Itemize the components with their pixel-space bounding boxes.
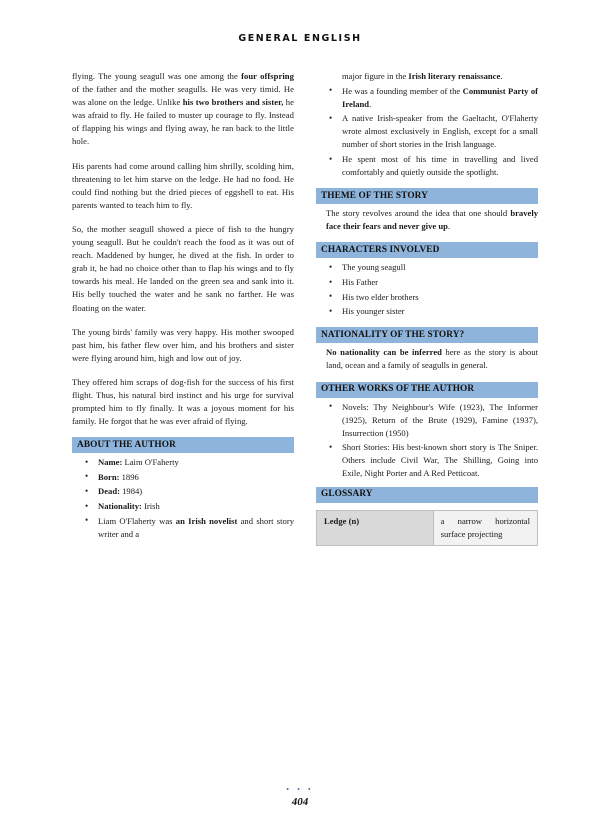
list-item <box>342 441 538 480</box>
list-item <box>98 456 294 469</box>
plain-text: of the father and the mother seagulls. He was very timid. He was alone on the ledge. Unlike <box>72 84 294 108</box>
nationality-text <box>316 346 538 372</box>
list-item <box>98 500 294 513</box>
section-header-nationality-of-the-story: NATIONALITY OF THE STORY? <box>316 327 538 343</box>
theme-text <box>316 207 538 233</box>
plain-text: and short story writer and a <box>98 515 294 539</box>
paragraph-1 <box>72 70 294 149</box>
plain-text: The story revolves around the idea that one should <box>326 208 511 219</box>
list-item: • His Father <box>342 276 538 289</box>
glossary-table-body <box>317 510 538 545</box>
plain-text: . <box>500 71 503 81</box>
list-item <box>98 515 294 541</box>
other-works-list <box>316 401 538 481</box>
emphasis-text: four offspring <box>241 71 294 81</box>
plain-text: So, the mother seagull showed a piece of fish to the hungry young seagull. But he couldn't reach the food as it was out of reach. Maddened by hunger, he dived at the fish. In order to grab it, he had no choice other than to flap his wings and to fly towards his meal. He landed on the green sea and sank into it. His belly touched the water and he sank no farther. He was floating on the water. <box>72 223 294 313</box>
plain-text: major figure in the <box>342 71 409 81</box>
plain-text: The young birds' family was very happy. His mother swooped past him, his father flew over him, and his brothers and sister were flying around him, high and low out of joy. <box>72 326 294 363</box>
paragraph-2 <box>72 160 294 212</box>
plain-text: 1984) <box>119 486 143 497</box>
section-header-theme-of-the-story: THEME OF THE STORY <box>316 188 538 204</box>
glossary-row <box>317 510 538 545</box>
emphasis-text: Irish literary renaissance <box>408 71 501 81</box>
characters-list <box>316 261 538 318</box>
emphasis-text: Communist Party of Ireland <box>342 85 538 109</box>
about-author-list <box>72 456 294 541</box>
section-header-glossary: GLOSSARY <box>316 487 538 503</box>
plain-text: here as the story is about land, ocean and a family of seagulls in general. <box>326 347 538 371</box>
author-bio-continuation <box>316 70 538 83</box>
page-footer <box>0 786 600 808</box>
author-bio-list <box>316 85 538 180</box>
emphasis-text: Name: <box>98 457 123 468</box>
plain-text: They offered him scraps of dog-fish for the success of his first flight. Thus, his natural bird instinct and his urge for survival prompted him to fly finally. It was a joyous moment for his family. He forgot that he was ever afraid of flying. <box>72 376 294 427</box>
plain-text: He spent most of his time in travelling and lived comfortably and quietly outside the spotlight. <box>342 154 538 178</box>
glossary-definition: a narrow horizontal surface projecting <box>433 510 537 545</box>
list-item <box>342 401 538 440</box>
plain-text: Irish <box>141 501 160 512</box>
list-item <box>98 485 294 498</box>
glossary-term: Ledge (n) <box>317 510 434 545</box>
paragraph-5 <box>72 376 294 428</box>
emphasis-text: bravely face their fears and never give up <box>326 208 538 232</box>
emphasis-text: Born: <box>98 471 120 482</box>
emphasis-text: Nationality: <box>98 501 142 512</box>
plain-text: 1896 <box>119 471 139 482</box>
plain-text: He was a founding member of the <box>342 85 463 96</box>
list-item <box>342 112 538 151</box>
page-header: GENERAL ENGLISH <box>238 33 362 44</box>
list-item <box>98 471 294 484</box>
plain-text: His parents had come around calling him shrilly, scolding him, threatening to let him starve on the ledge. He had no food. He could find nothing but the dried pieces of eggshell to eat. His parents wanted to teach him to fly. <box>72 160 294 210</box>
section-header-characters-involved: CHARACTERS INVOLVED <box>316 242 538 258</box>
list-item: • The young seagull <box>342 261 538 274</box>
plain-text: Laim O'Faherty <box>122 457 179 468</box>
right-column <box>316 70 538 546</box>
paragraph-3 <box>72 223 294 315</box>
glossary-table <box>316 510 538 546</box>
emphasis-text: his two brothers and sister, <box>182 97 284 108</box>
plain-text: A native Irish-speaker from the Gaeltacht, O'Flaherty wrote almost exclusively in English, except for a small number of short stories in the Irish language. <box>342 113 538 150</box>
plain-text: Novels: Thy Neighbour's Wife (1923), The Informer (1925), Return of the Brute (1929), Famine (1937), Insurrection (1950) <box>342 401 538 438</box>
plain-text: he was afraid to fly. He failed to muster up courage to fly. Instead of flapping his wings and flying away, he ran back to the little hole. <box>72 97 294 147</box>
plain-text: Short Stories: His best-known short story is The Sniper. Others include Civil War, The Shilling, Going into Exile, Night Porter and A Red Petticoat. <box>342 442 538 479</box>
emphasis-text: an Irish novelist <box>175 515 238 526</box>
paragraph-4 <box>72 326 294 365</box>
left-column <box>72 70 294 546</box>
plain-text: . <box>447 221 451 232</box>
list-item <box>342 153 538 179</box>
plain-text: . <box>369 98 372 109</box>
plain-text: flying. The young seagull was one among the <box>72 71 242 81</box>
emphasis-text: Dead: <box>98 486 120 497</box>
two-column-body <box>0 44 600 546</box>
plain-text: Liam O'Flaherty was <box>98 515 176 526</box>
section-header-about-the-author: ABOUT THE AUTHOR <box>72 437 294 453</box>
list-item <box>342 85 538 111</box>
emphasis-text: No nationality can be inferred <box>326 347 442 358</box>
list-item: • His younger sister <box>342 305 538 318</box>
section-header-other-works-of-the-author: OTHER WORKS OF THE AUTHOR <box>316 382 538 398</box>
list-item: • His two elder brothers <box>342 291 538 304</box>
footer-dots-ornament: • • • <box>286 785 314 794</box>
page-number: 404 <box>291 796 309 808</box>
